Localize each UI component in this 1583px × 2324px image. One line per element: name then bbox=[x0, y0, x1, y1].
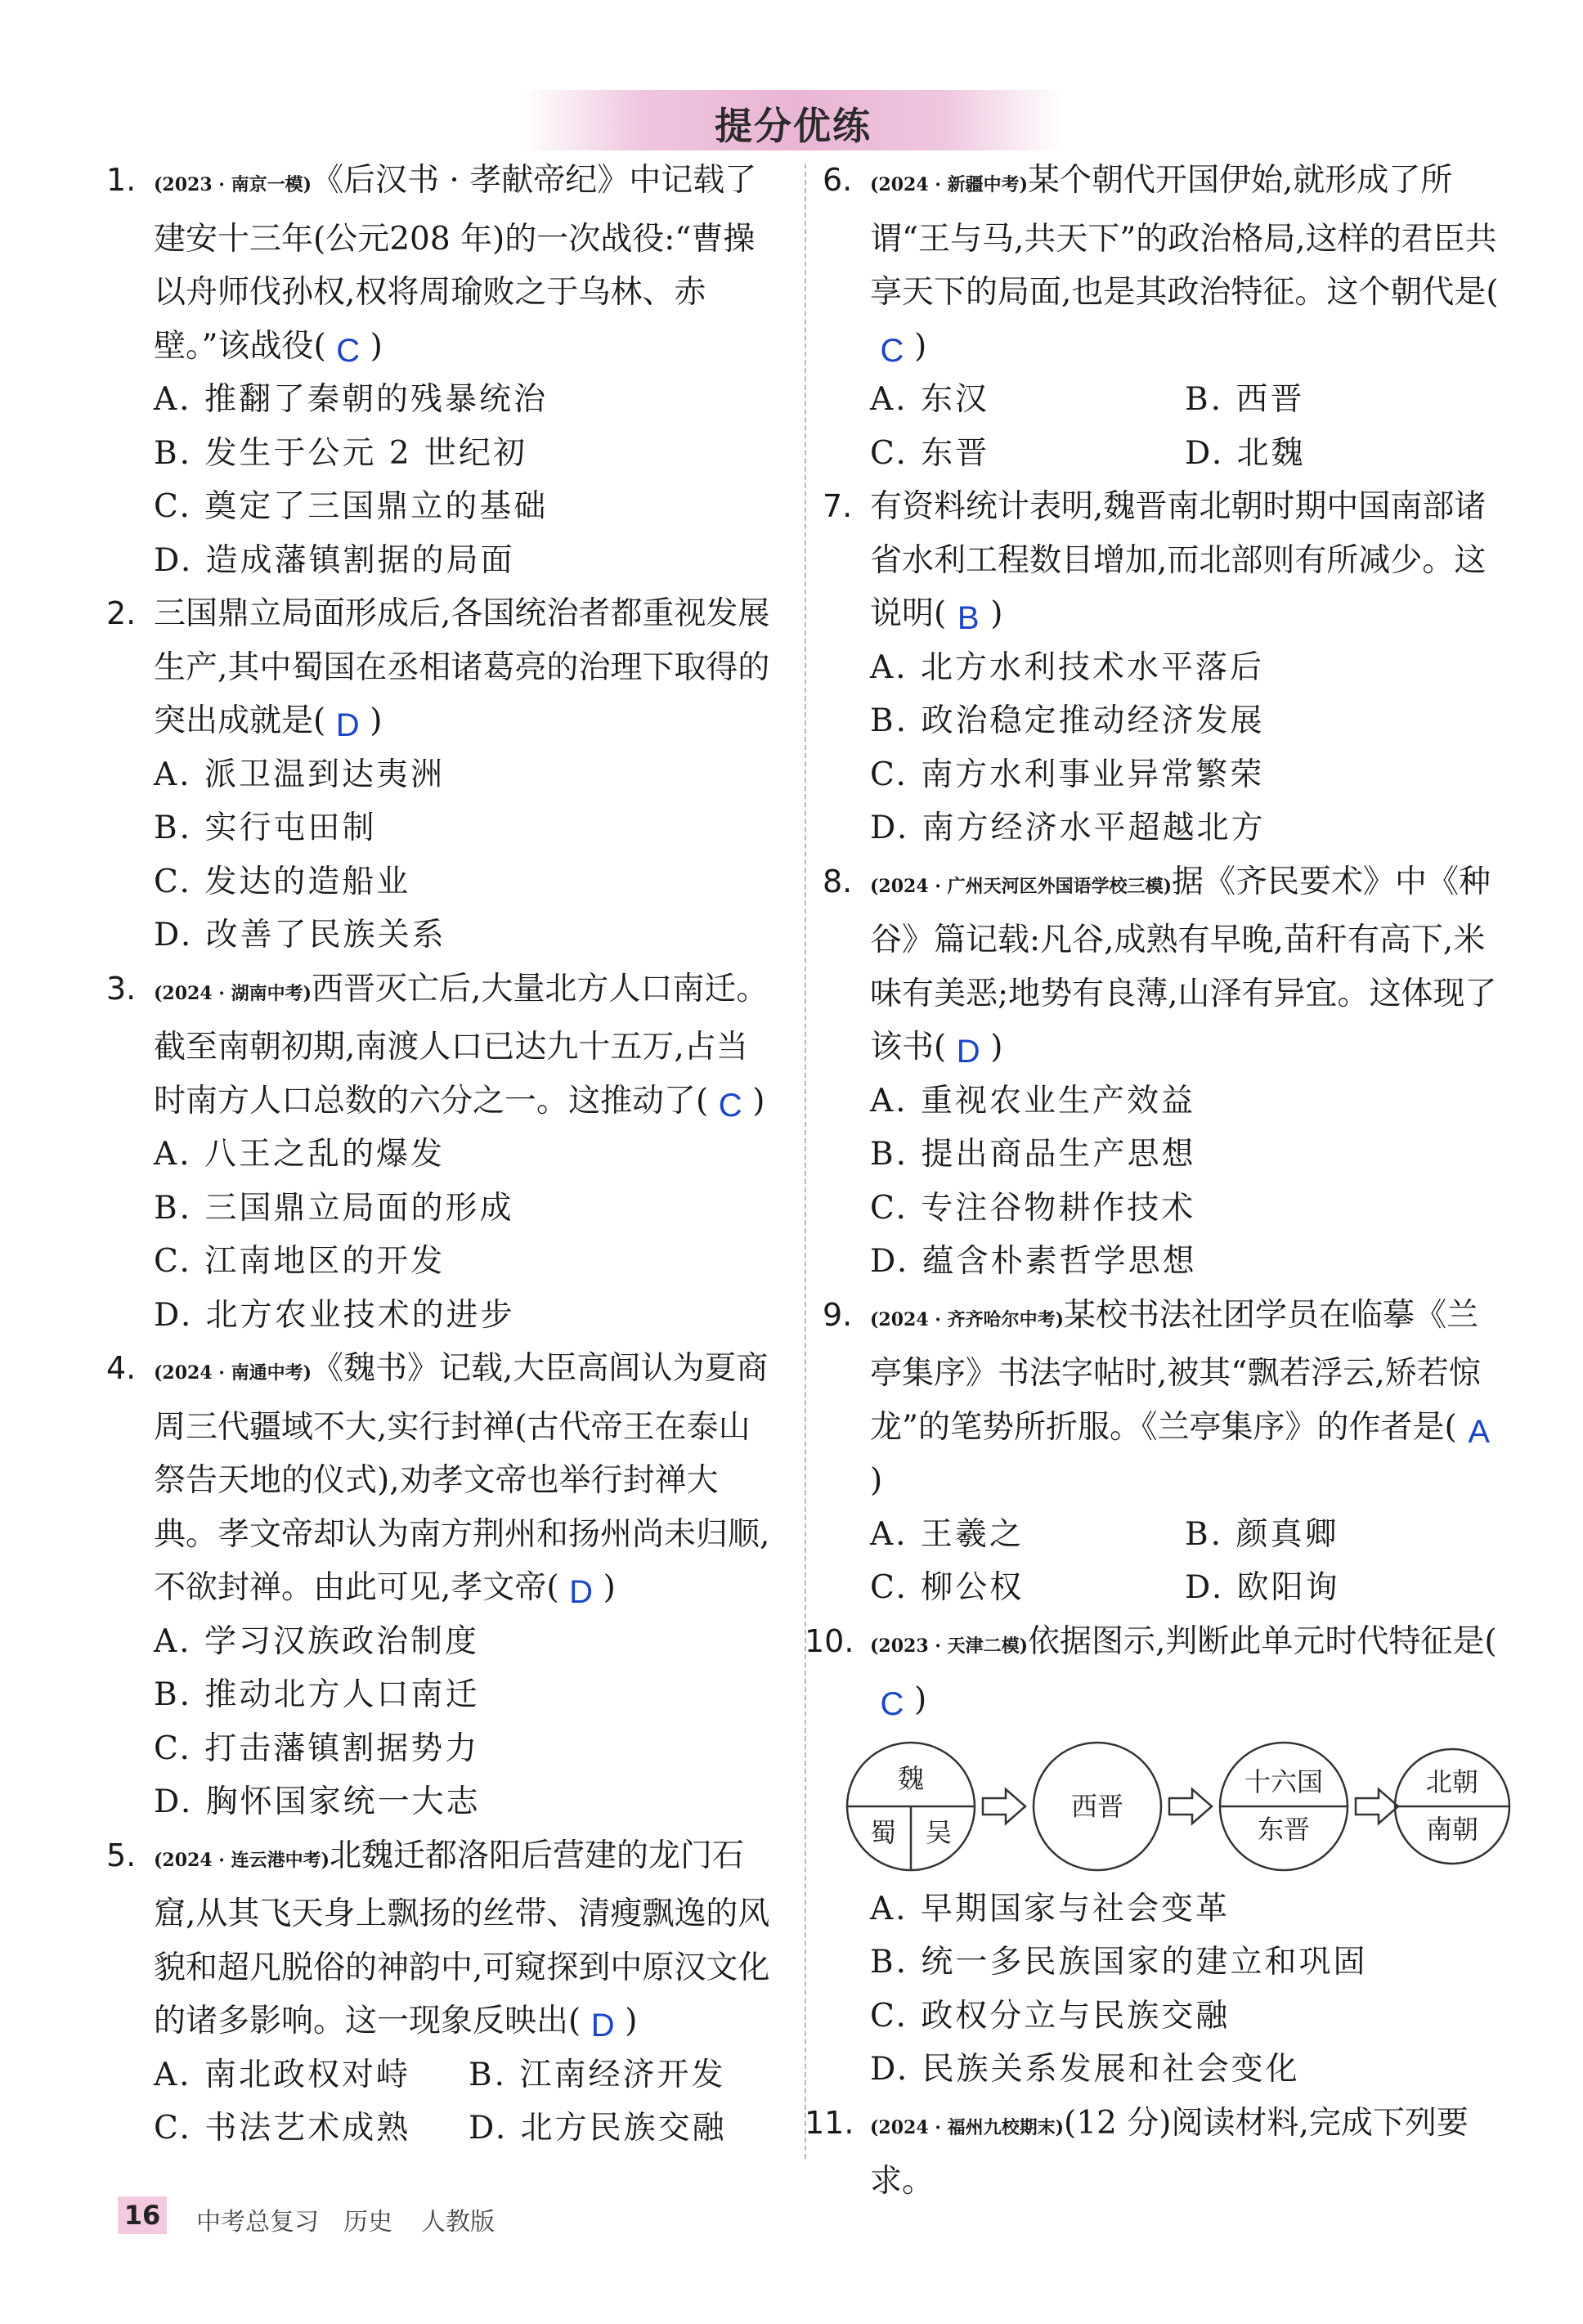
dynasty-diagram bbox=[837, 1737, 1501, 1876]
label-northern-dynasties: 北朝 bbox=[1425, 1765, 1479, 1797]
question-9 bbox=[823, 1289, 1501, 1615]
question-source: (2024 · 连云港中考) bbox=[154, 1849, 330, 1871]
section-banner bbox=[523, 90, 1063, 150]
question-4 bbox=[106, 1342, 777, 1829]
question-number: 7. bbox=[823, 488, 853, 524]
label-wu: 吴 bbox=[925, 1816, 953, 1848]
question-source: (2024 · 湖南中考) bbox=[154, 982, 312, 1004]
option-row bbox=[154, 2102, 777, 2156]
option-a: A. 东汉 bbox=[870, 381, 989, 418]
question-number: 10. bbox=[805, 1622, 854, 1659]
option-a: A. 重视农业生产效益 bbox=[870, 1082, 1195, 1119]
dynasty-diagram-svg bbox=[837, 1737, 1516, 1876]
question-stem: 有资料统计表明,魏晋南北朝时期中国南部诸省水利工程数目增加,而北部则有所减少。这说明( B ) bbox=[870, 480, 1501, 641]
question-stem: (2024 · 齐齐哈尔中考)某校书法社团学员在临摹《兰亭集序》书法字帖时,被其“飘若浮云,矫若惊龙”的笔势所折服。《兰亭集序》的作者是( A) bbox=[870, 1289, 1501, 1508]
question-stem: (2023 · 天津二模)依据图示,判断此单元时代特征是(C ) bbox=[870, 1615, 1501, 1727]
question-number: 2. bbox=[106, 595, 137, 631]
option-b: B. 三国鼎立局面的形成 bbox=[154, 1189, 514, 1227]
option-d: D. 北魏 bbox=[1185, 434, 1306, 472]
option-c: C. 打击藩镇割据势力 bbox=[154, 1730, 480, 1767]
question-source: (2024 · 南通中考) bbox=[154, 1362, 312, 1384]
answer-mark: D bbox=[956, 1034, 980, 1070]
option-a: A. 南北政权对峙 bbox=[154, 2056, 410, 2093]
question-stem: (2024 · 南通中考)《魏书》记载,大臣高闾认为夏商周三代疆域不大,实行封禅(古代帝王在泰山祭告天地的仪式),劝孝文帝也举行封禅大典。孝文帝却认为南方荆州和扬州尚未归顺,不欲封禅。由此可见,孝文帝( D ) bbox=[154, 1342, 777, 1615]
option-row bbox=[870, 373, 1501, 427]
question-source: (2024 · 福州九校期末) bbox=[870, 2116, 1065, 2138]
answer-mark: C bbox=[718, 1087, 742, 1124]
option-b: B. 江南经济开发 bbox=[469, 2056, 726, 2093]
option-b: B. 西晋 bbox=[1185, 381, 1305, 418]
option-d: D. 北方农业技术的进步 bbox=[154, 1296, 515, 1334]
option-b: B. 颜真卿 bbox=[1185, 1515, 1339, 1553]
option-b: B. 推动北方人口南迁 bbox=[154, 1676, 480, 1713]
question-10 bbox=[805, 1615, 1501, 2097]
option-a: A. 学习汉族政治制度 bbox=[154, 1622, 479, 1660]
option-d: D. 南方经济水平超越北方 bbox=[870, 810, 1266, 846]
option-row bbox=[870, 427, 1501, 481]
question-stem: (2024 · 广州天河区外国语学校三模)据《齐民要术》中《种谷》篇记载:凡谷,成熟有早晚,苗秆有高下,米味有美恶;地势有良薄,山泽有异宜。这体现了该书( D ) bbox=[870, 855, 1501, 1075]
option-d: D. 蕴含朴素哲学思想 bbox=[870, 1243, 1197, 1280]
label-sixteen-kingdoms: 十六国 bbox=[1244, 1765, 1324, 1797]
question-8 bbox=[823, 855, 1501, 1289]
question-number: 1. bbox=[106, 162, 137, 198]
option-c: C. 南方水利事业异常繁荣 bbox=[870, 756, 1265, 793]
question-stem: (2024 · 新疆中考)某个朝代开国伊始,就形成了所谓“王与马,共天下”的政治格局,这样的君臣共享天下的局面,也是其政治特征。这个朝代是(C ) bbox=[870, 154, 1501, 373]
column-divider bbox=[805, 164, 806, 2159]
subject-label: 历史 bbox=[343, 2208, 392, 2237]
answer-mark: D bbox=[335, 707, 360, 743]
option-b: B. 统一多民族国家的建立和巩固 bbox=[870, 1944, 1368, 1981]
option-c: C. 柳公权 bbox=[870, 1569, 1025, 1606]
label-shu: 蜀 bbox=[869, 1816, 897, 1848]
section-title: 提分优练 bbox=[715, 104, 872, 148]
option-a: A. 王羲之 bbox=[870, 1515, 1024, 1553]
option-c: C. 专注谷物耕作技术 bbox=[870, 1189, 1196, 1227]
question-6 bbox=[823, 154, 1501, 480]
question-source: (2023 · 南京一模) bbox=[154, 174, 312, 195]
left-column bbox=[106, 154, 777, 2156]
option-a: A. 推翻了秦朝的残暴统治 bbox=[154, 381, 548, 418]
question-number: 8. bbox=[823, 863, 853, 900]
option-c: C. 书法艺术成熟 bbox=[154, 2110, 411, 2147]
option-row bbox=[154, 2048, 777, 2102]
label-southern-dynasties: 南朝 bbox=[1425, 1813, 1479, 1845]
question-stem: (2024 · 连云港中考)北魏迁都洛阳后营建的龙门石窟,从其飞天身上飘扬的丝带、清瘦飘逸的风貌和超凡脱俗的神韵中,可窥探到中原汉文化的诸多影响。这一现象反映出( D ) bbox=[154, 1829, 777, 2048]
label-eastern-jin: 东晋 bbox=[1257, 1813, 1311, 1845]
label-western-jin: 西晋 bbox=[1070, 1790, 1124, 1822]
question-7 bbox=[823, 480, 1501, 855]
question-source: (2023 · 天津二模) bbox=[870, 1635, 1029, 1657]
option-c: C. 江南地区的开发 bbox=[154, 1243, 446, 1280]
option-b: B. 实行屯田制 bbox=[154, 810, 377, 846]
question-11 bbox=[805, 2097, 1501, 2209]
right-column bbox=[805, 154, 1501, 2209]
option-d: D. 胸怀国家统一大志 bbox=[154, 1783, 481, 1820]
option-b: B. 发生于公元 2 世纪初 bbox=[154, 434, 528, 472]
option-a: A. 派卫温到达夷洲 bbox=[154, 756, 445, 793]
answer-mark: C bbox=[880, 1686, 904, 1722]
arrow-icon bbox=[1356, 1789, 1398, 1824]
option-d: D. 欧阳询 bbox=[1185, 1569, 1340, 1606]
edition-label: 人教版 bbox=[421, 2208, 495, 2237]
question-stem: (2023 · 南京一模)《后汉书 · 孝献帝纪》中记载了建安十三年(公元208 年)的一次战役:“曹操以舟师伐孙权,权将周瑜败之于乌林、赤壁。”该战役( C ) bbox=[154, 154, 777, 373]
option-row bbox=[870, 1561, 1501, 1615]
question-source: (2024 · 新疆中考) bbox=[870, 174, 1029, 195]
option-row bbox=[870, 1508, 1501, 1562]
question-number: 3. bbox=[106, 970, 137, 1007]
question-number: 4. bbox=[106, 1350, 137, 1386]
arrow-icon bbox=[983, 1789, 1025, 1824]
option-d: D. 北方民族交融 bbox=[469, 2110, 727, 2147]
question-number: 5. bbox=[106, 1837, 137, 1873]
arrow-icon bbox=[1169, 1789, 1212, 1824]
question-number: 9. bbox=[823, 1296, 853, 1333]
option-c: C. 政权分立与民族交融 bbox=[870, 1997, 1231, 2035]
question-1 bbox=[106, 154, 777, 587]
option-c: C. 东晋 bbox=[870, 434, 990, 472]
answer-mark: C bbox=[880, 332, 904, 369]
question-5 bbox=[106, 1829, 777, 2156]
label-wei: 魏 bbox=[897, 1762, 925, 1794]
option-d: D. 民族关系发展和社会变化 bbox=[870, 2051, 1300, 2088]
answer-mark: D bbox=[590, 2008, 615, 2044]
page-footer bbox=[106, 2192, 679, 2239]
answer-mark: D bbox=[569, 1574, 594, 1610]
option-c: C. 奠定了三国鼎立的基础 bbox=[154, 488, 549, 525]
question-source: (2024 · 广州天河区外国语学校三模) bbox=[870, 875, 1173, 897]
question-3 bbox=[106, 962, 777, 1343]
option-b: B. 政治稳定推动经济发展 bbox=[870, 702, 1265, 739]
question-stem: (2024 · 福州九校期末)(12 分)阅读材料,完成下列要求。 bbox=[870, 2104, 1469, 2200]
option-a: A. 北方水利技术水平落后 bbox=[870, 648, 1264, 686]
question-2 bbox=[106, 587, 777, 962]
option-a: A. 八王之乱的爆发 bbox=[154, 1136, 445, 1173]
option-d: D. 改善了民族关系 bbox=[154, 917, 446, 953]
option-a: A. 早期国家与社会变革 bbox=[870, 1890, 1230, 1927]
page-number: 16 bbox=[118, 2196, 167, 2234]
question-stem: 三国鼎立局面形成后,各国统治者都重视发展生产,其中蜀国在丞相诸葛亮的治理下取得的突出成就是( D ) bbox=[154, 587, 777, 748]
option-d: D. 造成藩镇割据的局面 bbox=[154, 541, 515, 579]
answer-mark: C bbox=[336, 332, 361, 369]
option-c: C. 发达的造船业 bbox=[154, 863, 411, 900]
question-source: (2024 · 齐齐哈尔中考) bbox=[870, 1308, 1065, 1330]
question-number: 11. bbox=[805, 2104, 854, 2141]
question-stem: (2024 · 湖南中考)西晋灭亡后,大量北方人口南迁。截至南朝初期,南渡人口已达九十五万,占当时南方人口总数的六分之一。这推动了( C ) bbox=[154, 962, 777, 1128]
answer-mark: B bbox=[957, 600, 980, 636]
question-number: 6. bbox=[823, 162, 853, 198]
book-title: 中考总复习 bbox=[196, 2208, 319, 2237]
answer-mark: A bbox=[1468, 1413, 1490, 1450]
option-b: B. 提出商品生产思想 bbox=[870, 1136, 1196, 1173]
